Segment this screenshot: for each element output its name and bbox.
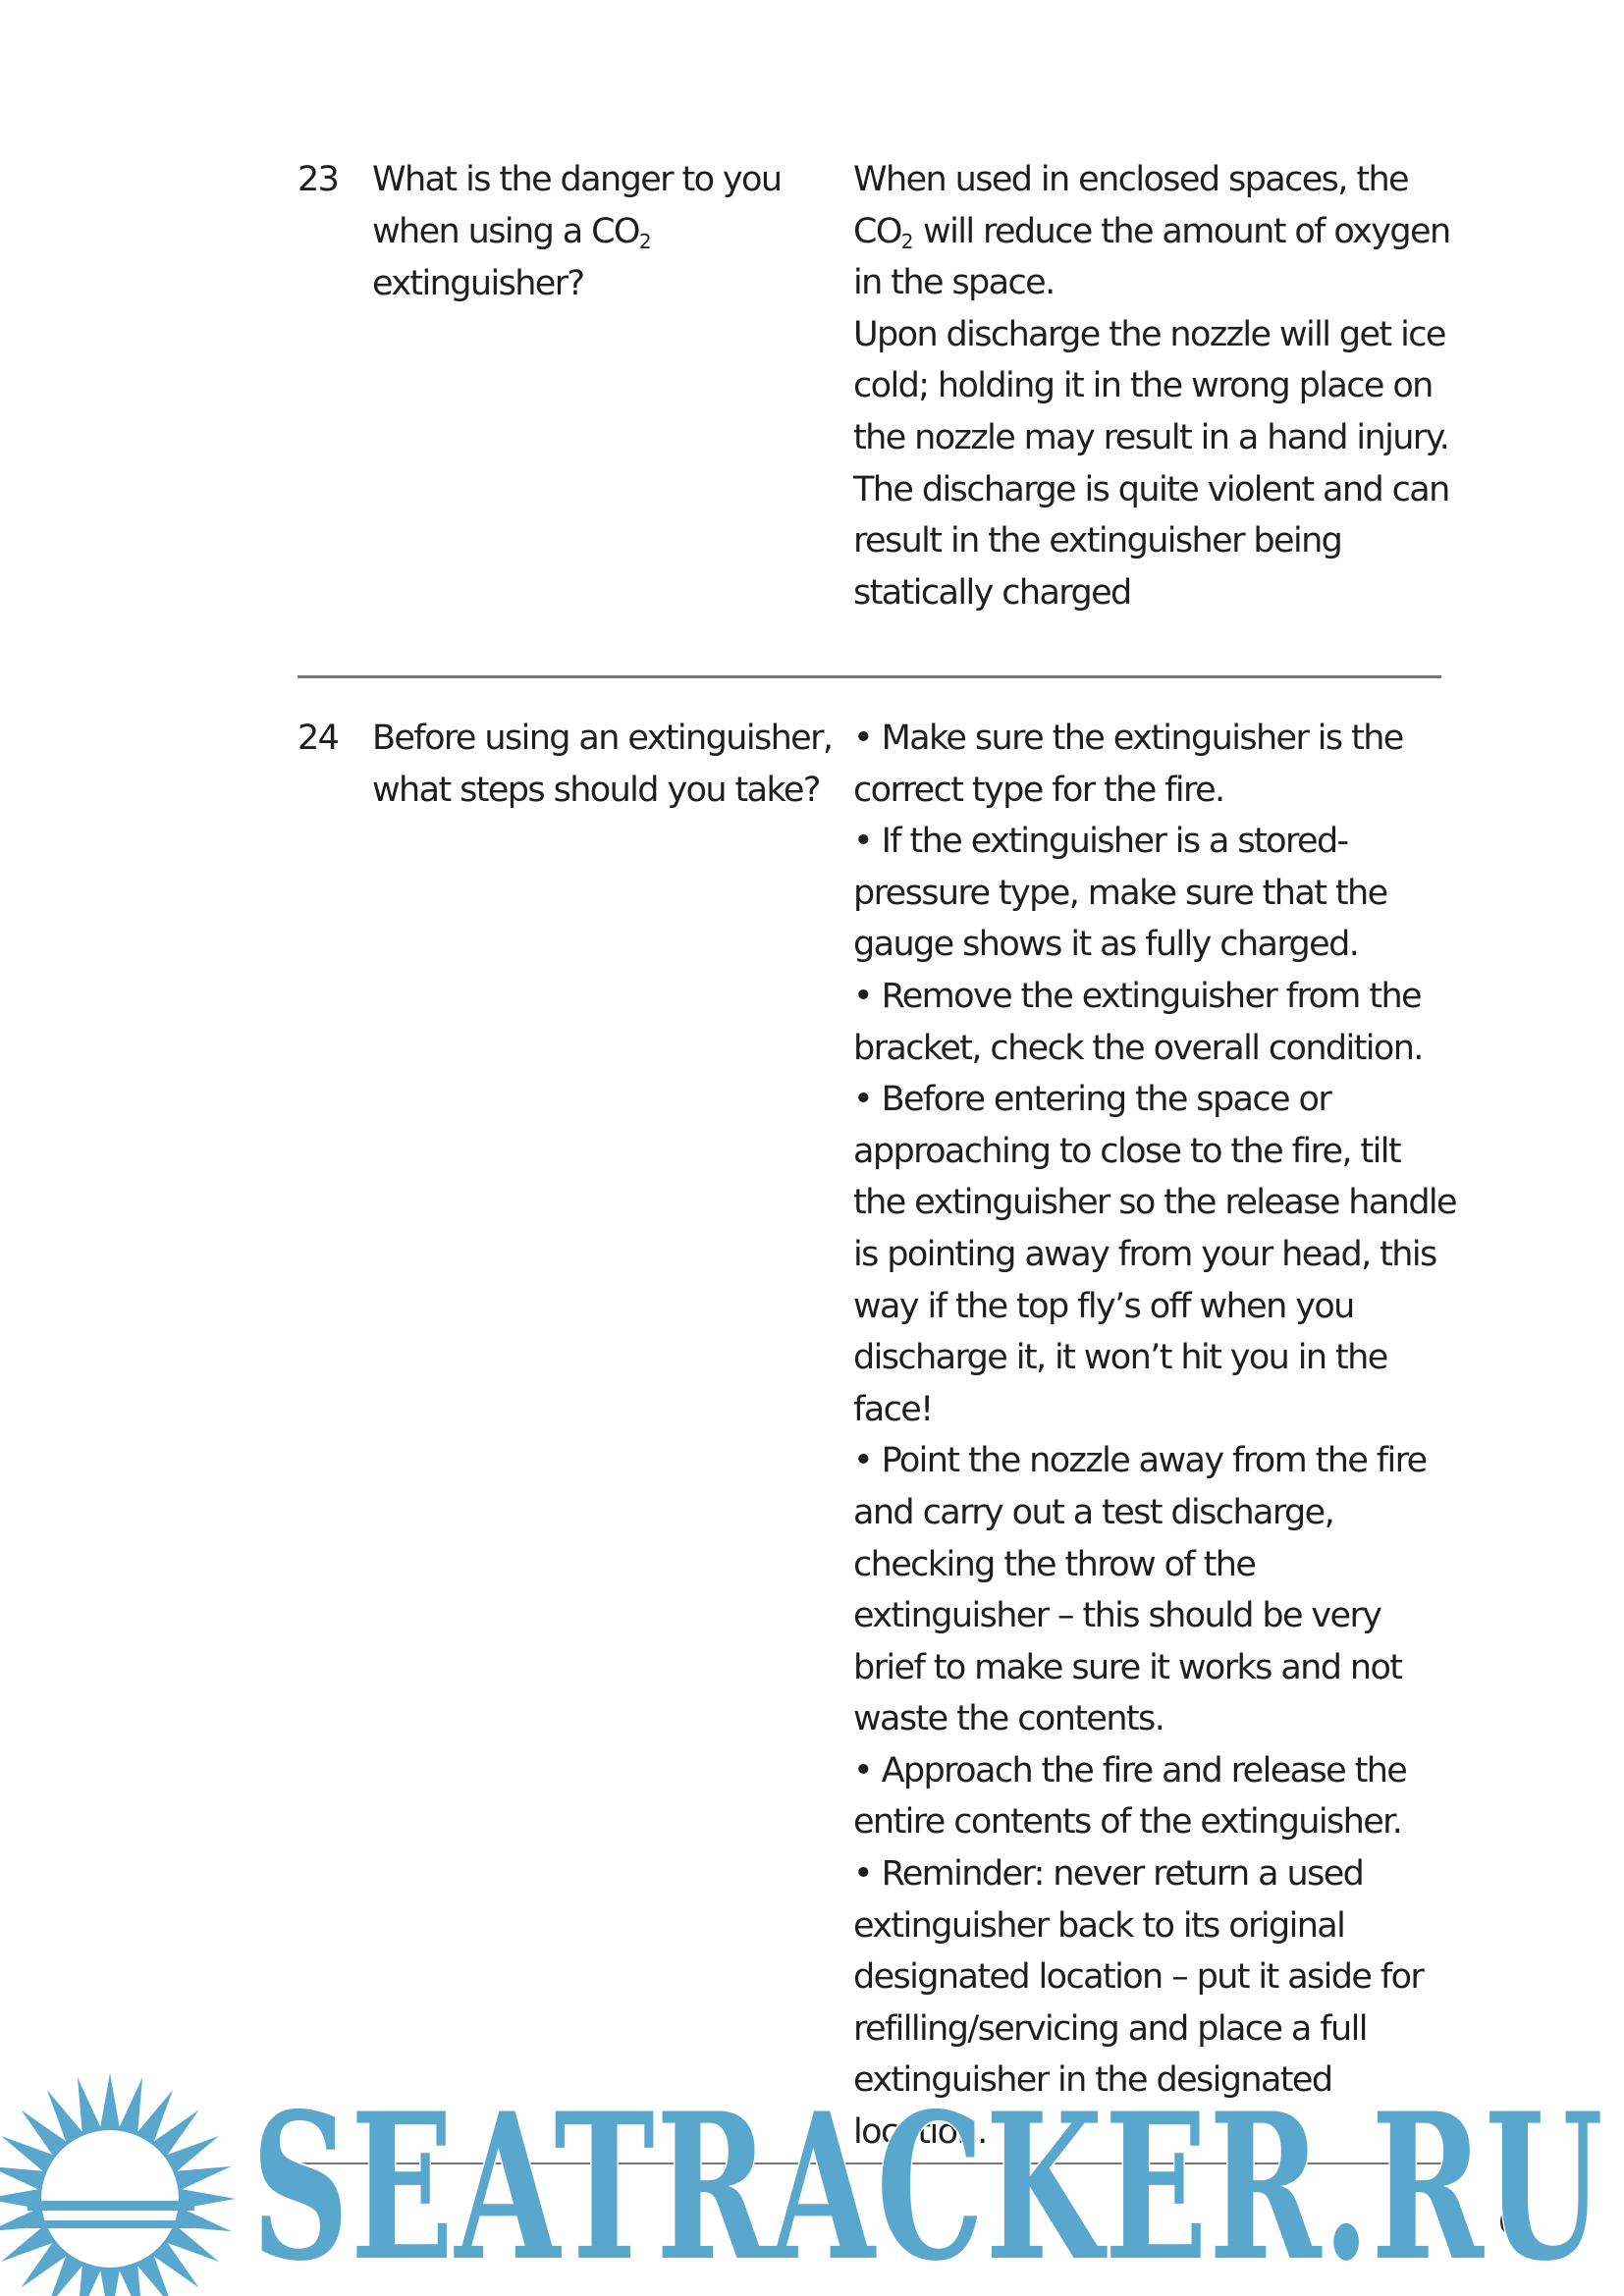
- divider-rule: [298, 675, 1441, 678]
- item-number: 24: [298, 719, 339, 758]
- question-text: What is the danger to you when using a $CO_2$ extinguisher?: [372, 160, 782, 303]
- footer-rule: [298, 2163, 1441, 2164]
- sun-horizon: [27, 2201, 194, 2211]
- item-number: 23: [298, 160, 339, 199]
- answer-text: When used in enclosed spaces, the $CO_2$ will reduce the amount of oxygen in the space. Upon discharge the nozzle will get ice cold; holding it in the wrong place on the nozzle may result in a hand injury. The discharge is quite violent and can result in the extinguisher being statically charged: [853, 160, 1450, 613]
- answer-text: • Make sure the extinguisher is the correct type for the fire. • If the extinguisher is a stored- pressure type, make sure that the gauge shows it as fully charged. • Remove the extinguisher from the bracket, check the overall condition. • Before entering the space or approaching to close to the fire, tilt the extinguisher so the release handle is pointing away from your head, this way if the top fly’s off when you discharge it, it won’t hit you in the face! • Point the nozzle away from the fire and carry out a test discharge, checking the throw of the extinguisher – this should be very brief to make sure it works and not waste the contents. • Approach the fire and release the entire contents of the extinguisher. • Reminder: never return a used extinguisher back to its original designated location – put it aside for refilling/servicing and place a full extinguisher in the designated location.: [853, 719, 1456, 2153]
- watermark-text: SEATRACKER.RU: [251, 2070, 1604, 2296]
- question-text: Before using an extinguisher, what steps should you take?: [372, 719, 833, 810]
- page-number: 6: [1498, 2206, 1518, 2240]
- sun-rays: [0, 2073, 236, 2296]
- sun-logo-icon: [0, 2073, 236, 2296]
